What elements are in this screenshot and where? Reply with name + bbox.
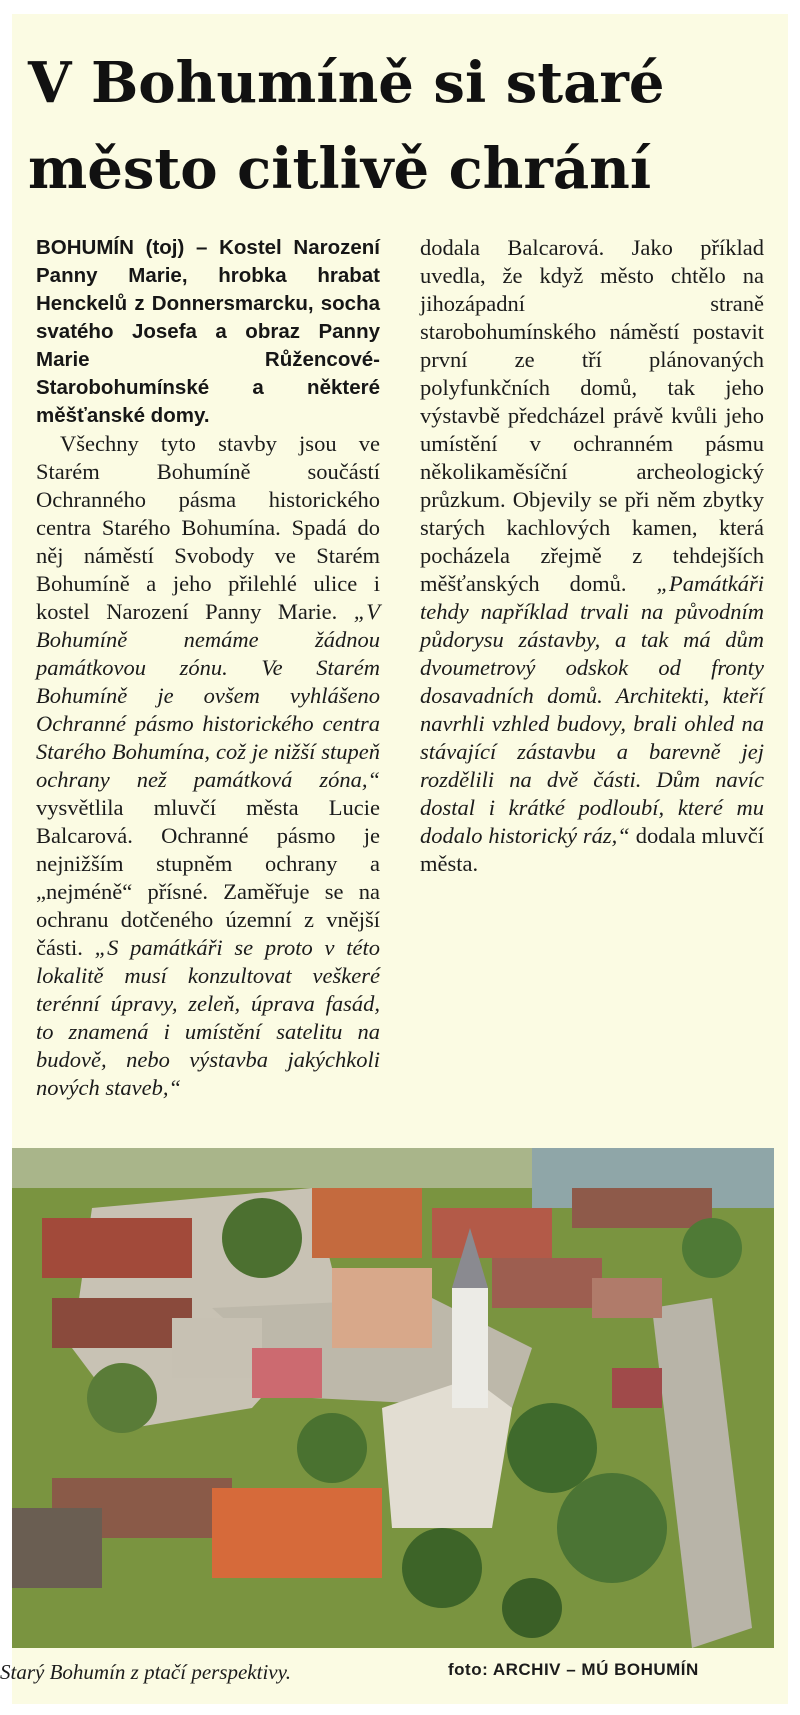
paragraph-3-quote: „Památkáři tehdy například trvali na původním půdorysu zástavby, a tak má dům dvoumetrový odskok od fronty dosavadních domů. Architekti, kteří navrhli vzhled budovy, brali ohled na stávající zástavbu a barevně jej rozdělili na dvě části. Dům navíc dostal i krátké podloubí, které mu dodalo historický ráz,“ — [420, 571, 765, 848]
paragraph-1-tail: vysvětlila mluvčí města Lucie Balcarová. Ochranné pásmo je nejnižším stupněm ochrany a „nejméně“ přísné. Zaměřuje se na ochranu dotčeného územní z vnější části. — [36, 795, 380, 960]
paragraph-2-quote: „S památkáři se proto v této lokalitě musí konzultovat veškeré terénní úpravy, zeleň, úprava fasád, to znamená i umístění satelitu na budově, nebo výstavba jakýchkoli nových staveb,“ — [36, 935, 380, 1100]
article-headline: V Bohumíně si staré město citlivě chrání — [28, 50, 665, 202]
article-lede: BOHUMÍN (toj) – Kostel Narození Panny Marie, hrobka hrabat Henckelů z Donnersmarcku, socha svatého Josefa a obraz Panny Marie Růžencové-Starobohumínské a některé měšťanské domy. — [36, 236, 380, 427]
article-paragraph-2 — [420, 234, 764, 878]
photo-caption: Starý Bohumín z ptačí perspektivy. — [0, 1660, 292, 1684]
aerial-photo-illustration — [12, 1148, 774, 1648]
aerial-photo — [12, 1148, 774, 1648]
paragraph-2-tail: dodala Balcarová. Jako příklad uvedla, že když město chtělo na jihozápadní straně starobohumínského náměstí postavit první ze tří plánovaných polyfunkčních domů, tak jeho výstavbě předcházel právě kvůli jeho umístění v ochranném pásmu několikaměsíční archeologický průzkum. Objevily se při něm zbytky starých kachlových kamen, která pocházela zřejmě z tehdejších měšťanských domů. — [420, 235, 764, 596]
article-column-left — [36, 234, 380, 1102]
paragraph-1-quote: „V Bohumíně nemáme žádnou památkovou zónu. Ve Starém Bohumíně je ovšem vyhlášeno Ochranné pásmo historického centra Starého Bohumína, což je nižší stupeň ochrany než památková zóna,“ — [36, 599, 380, 792]
article-paragraph-1 — [36, 430, 380, 1102]
paragraph-3-tail: dodala mluvčí města. — [420, 823, 764, 876]
paragraph-1-text: Všechny tyto stavby jsou ve Starém Bohumíně součástí Ochranného pásma historického centra Starého Bohumína. Spadá do něj náměstí Svobody ve Starém Bohumíně a jeho přilehlé ulice i kostel Narození Panny Marie. — [36, 431, 380, 624]
photo-credit: foto: ARCHIV – MÚ BOHUMÍN — [448, 1660, 699, 1679]
article-column-right — [420, 234, 764, 878]
